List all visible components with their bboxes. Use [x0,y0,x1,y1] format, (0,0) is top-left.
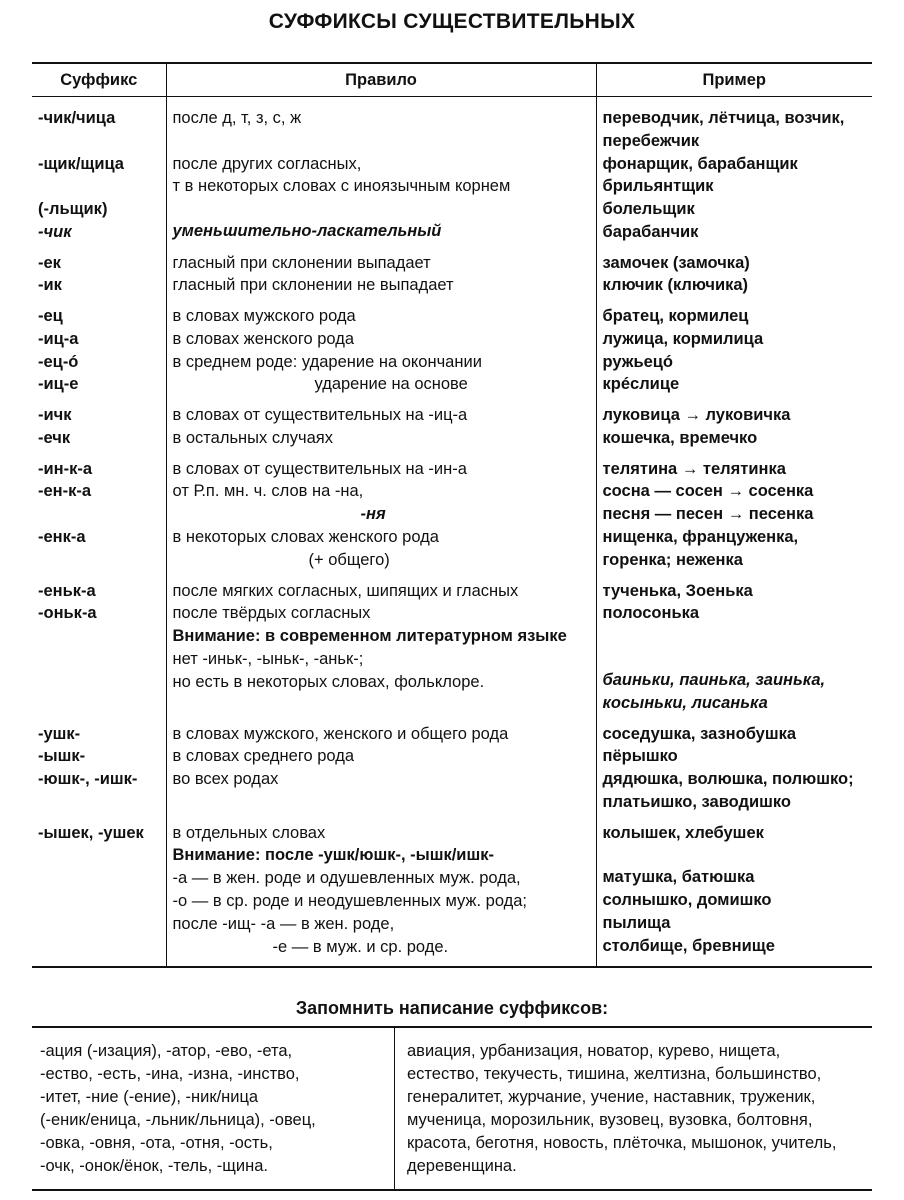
suffix-cell: -ечк [38,428,71,447]
example-cell: брильянтщик [602,177,714,196]
rule-cell: но есть в некоторых словах, фольклоре. [172,672,485,691]
rule-cell: в словах женского рода [172,329,355,348]
header-suffix: Суффикс [32,63,166,97]
memo-example-line: деревенщина. [407,1157,517,1176]
memo-title: Запомнить написание суффиксов: [295,998,609,1018]
suffix-cell: -иц-а [38,329,79,348]
example-cell: ключик (ключика) [602,276,749,295]
example-cell: перебежчик [602,131,700,150]
suffix-cell: -юшк-, -ишк- [38,770,138,789]
suffix-cell: -енк-а [38,528,86,547]
example-cell: соседушка, зазнобушка [602,724,797,743]
memo-example-line: авиация, урбанизация, новатор, курево, нищета, [407,1042,781,1060]
memo-example-line: естество, текучесть, тишина, желтизна, большинство, [407,1065,822,1084]
example-cell: фонарщик, барабанщик [602,154,798,173]
example-cell: дядюшка, волюшка, полюшко; [602,770,854,789]
example-cell: барабанчик [602,222,699,241]
suffix-cell: -оньк-а [38,604,97,623]
table-row [32,153,872,199]
memo-example-line: красота, беготня, новость, плёточка, мышонок, учитель, [407,1134,837,1153]
table-header-row [32,63,872,97]
rule-cell: от Р.п. мн. ч. слов на -на, [172,482,364,501]
example-cell: пёрышко [602,747,678,766]
suffix-cell: -ец-ó [38,352,79,371]
table-row [32,396,872,450]
rule-cell: гласный при склонении выпадает [172,253,431,272]
rule-cell: уменьшительно-ласкательный [172,222,442,241]
memo-examples [395,1028,872,1189]
memo-suffix-line: -очк, -онок/ёнок, -тель, -щина. [40,1157,268,1176]
memo-suffix-line: -итет, -ние (-ение), -ник/ница [40,1088,259,1107]
rule-cell: после твёрдых согласных [172,604,371,623]
rule-cell: в словах от существительных на -иц-а [172,406,468,425]
suffix-cell: -чик/чица [38,109,116,127]
rule-cell: в словах мужского, женского и общего рода [172,724,509,743]
rule-cell: -а — в жен. роде и одушевленных муж. рода, [172,869,521,888]
memo-suffix-line: -ация (-изация), -атор, -ево, -ета, [40,1042,293,1060]
example-cell: платьишко, заводишко [602,792,791,811]
table-row [32,244,872,298]
rule-cell: -е — в муж. и ср. роде. [272,937,449,956]
rule-cell: гласный при склонении не выпадает [172,276,454,295]
table-row [32,198,872,244]
suffix-cell: -щик/щица [38,154,124,173]
example-cell: луковица → луковичка [602,406,791,425]
suffix-cell: (-льщик) [38,200,108,219]
memo-table [32,1026,872,1191]
rule-cell: т в некоторых словах с иноязычным корнем [172,177,511,196]
example-cell: нищенка, француженка, [602,528,799,547]
rule-cell: (+ общего) [308,550,390,569]
suffix-cell: -чик [38,222,72,241]
example-cell: матушка, батюшка [602,868,755,887]
example-cell: горенка; неженка [602,550,743,569]
example-cell: баиньки, паинька, заинька, [602,671,826,690]
rule-cell: после д, т, з, с, ж [172,109,302,127]
example-cell: замочек (замочка) [602,253,750,272]
suffix-cell: -ышек, -ушек [38,823,144,842]
example-cell: телятина → телятинка [602,459,786,478]
table-row [32,572,872,715]
example-cell: крéслице [602,375,680,394]
suffix-cell: -ек [38,253,61,272]
table-row [32,450,872,526]
suffix-cell: -ик [38,276,62,295]
table-row [32,715,872,814]
rule-cell: после -ищ- -а — в жен. роде, [172,914,395,933]
memo-suffix-line: -ество, -есть, -ина, -изна, -инство, [40,1065,300,1084]
example-cell: кошечка, времечко [602,428,758,447]
rule-cell: после других согласных, [172,154,362,173]
rule-cell: в среднем роде: ударение на окончании [172,352,482,371]
memo-example-line: мученица, морозильник, вузовец, вузовка, болтовня, [407,1111,813,1130]
header-example: Пример [596,63,872,97]
rule-cell: в некоторых словах женского рода [172,528,439,547]
rule-cell: -ня [360,505,386,524]
rule-cell: во всех родах [172,770,279,789]
rule-cell: Внимание: после -ушк/юшк-, -ышк/ишк- [172,846,494,865]
page-title: СУФФИКСЫ СУЩЕСТВИТЕЛЬНЫХ [268,10,636,33]
suffix-cell: -ец [38,307,63,326]
example-cell: косыньки, лисанька [602,693,768,712]
example-cell: песня — песен → песенка [602,505,814,524]
example-cell: столбище, бревнище [602,936,775,955]
table-row [32,97,872,153]
rule-cell: в словах среднего рода [172,747,355,766]
example-cell: лужица, кормилица [602,329,764,348]
table-row [32,526,872,572]
rule-cell: -о — в ср. роде и неодушевленных муж. рода; [172,891,528,910]
suffix-table [32,62,872,968]
example-cell: солнышко, домишко [602,891,772,910]
example-cell: сосна — сосен → сосенка [602,482,814,501]
table-row [32,814,872,968]
suffix-cell: -ышк- [38,747,86,766]
example-cell: колышек, хлебушек [602,823,764,842]
rule-cell: Внимание: в современном литературном языке [172,627,567,646]
rule-cell: в словах от существительных на -ин-а [172,459,467,478]
suffix-cell: -еньк-а [38,581,96,600]
example-cell: болельщик [602,200,695,219]
example-cell: пылища [602,913,671,932]
suffix-cell: -иц-е [38,375,79,394]
table-row [32,297,872,396]
suffix-cell: -ен-к-а [38,482,92,501]
rule-cell: нет -иньк-, -ыньк-, -аньк-; [172,649,364,668]
example-cell: братец, кормилец [602,307,749,326]
memo-suffix-line: (-еник/еница, -льник/льница), -овец, [40,1111,316,1130]
rule-cell: в отдельных словах [172,823,326,842]
suffix-cell: -ин-к-а [38,459,93,478]
memo-suffixes [32,1028,395,1189]
example-cell: ружьецó [602,352,673,371]
rule-cell: в остальных случаях [172,428,333,447]
example-cell: переводчик, лётчица, возчик, [602,109,845,127]
memo-suffix-line: -овка, -овня, -ота, -отня, -ость, [40,1134,273,1153]
suffix-cell: -ичк [38,406,72,425]
rule-cell: после мягких согласных, шипящих и гласных [172,581,519,600]
suffix-cell: -ушк- [38,724,81,743]
rule-cell: в словах мужского рода [172,307,356,326]
rule-cell: ударение на основе [314,375,468,394]
example-cell: полосонька [602,604,700,623]
memo-example-line: генералитет, журчание, учение, наставник, труженик, [407,1088,816,1107]
example-cell: тученька, Зоенька [602,581,753,600]
header-rule: Правило [166,63,596,97]
